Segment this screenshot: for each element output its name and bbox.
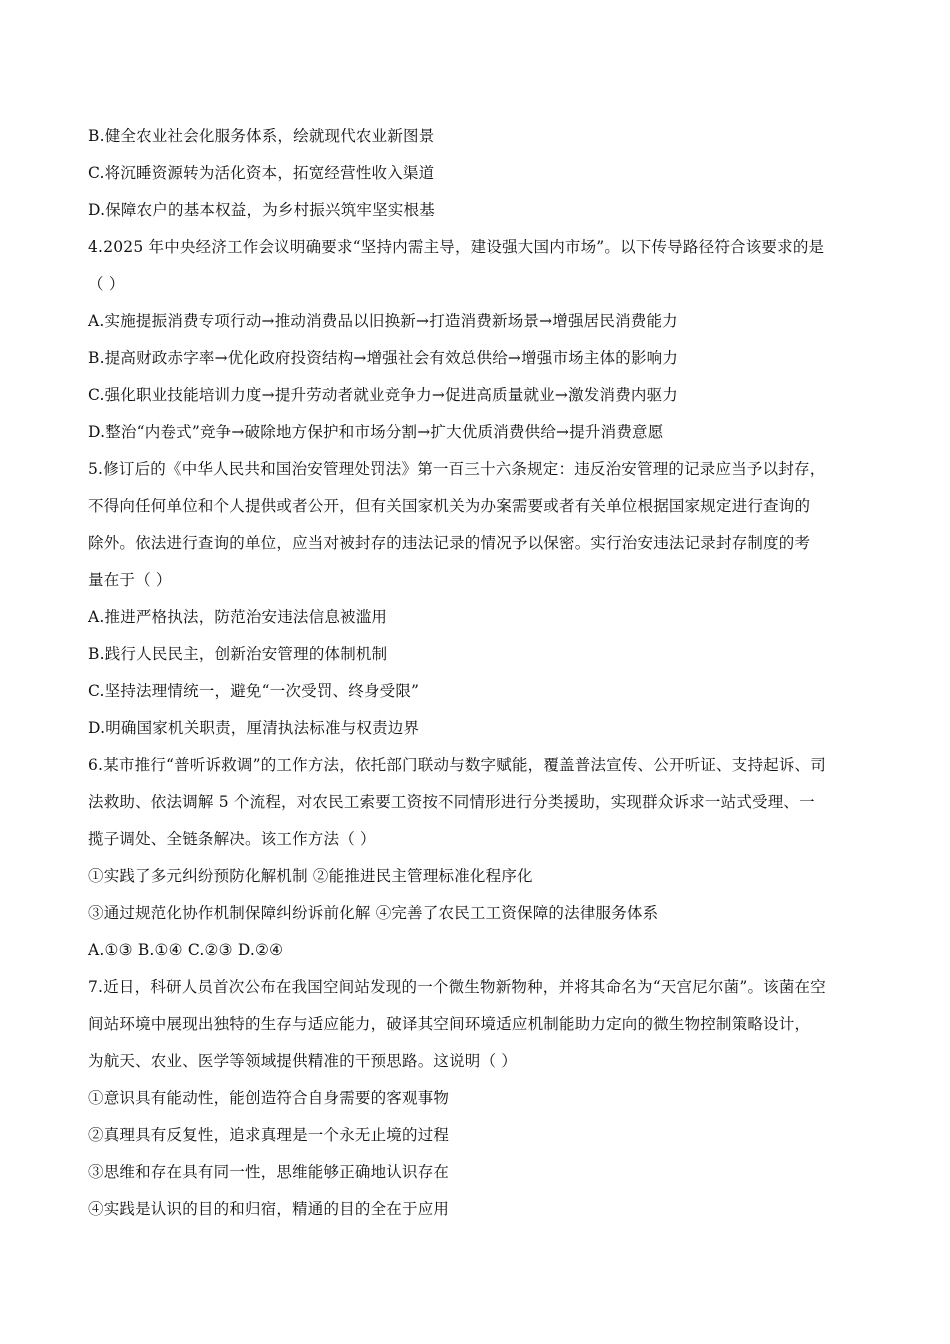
q5-stem-line2: 不得向任何单位和个人提供或者公开，但有关国家机关为办案需要或者有关单位根据国家规定进行查询的: [88, 497, 811, 515]
q7-stem-line3: 为航天、农业、医学等领域提供精准的干预思路。这说明（ ）: [88, 1052, 518, 1070]
q5-stem-line1: 5.修订后的《中华人民共和国治安管理处罚法》第一百三十六条规定：违反治安管理的记录应当予以封存，: [88, 460, 826, 478]
q3-option-c: C.将沉睡资源转为活化资本，拓宽经营性收入渠道: [88, 164, 435, 182]
q5-stem-line4: 量在于（ ）: [88, 571, 172, 589]
q4-option-c: C.强化职业技能培训力度→提升劳动者就业竞争力→促进高质量就业→激发消费内驱力: [88, 386, 678, 404]
q5-option-a: A.推进严格执法，防范治安违法信息被滥用: [88, 608, 388, 626]
q7-item-3: ③思维和存在具有同一性，思维能够正确地认识存在: [88, 1163, 450, 1181]
q4-stem-line1: 4.2025 年中央经济工作会议明确要求“坚持内需主导，建设强大国内市场”。以下传导路径符合该要求的是: [88, 238, 825, 256]
q4-stem-line2: （ ）: [88, 275, 125, 293]
q6-stem-line3: 揽子调处、全链条解决。该工作方法（ ）: [88, 830, 376, 848]
q4-option-a: A.实施提振消费专项行动→推动消费品以旧换新→打造消费新场景→增强居民消费能力: [88, 312, 678, 330]
q6-items-line1: ①实践了多元纠纷预防化解机制 ②能推进民主管理标准化程序化: [88, 867, 533, 885]
q3-option-b: B.健全农业社会化服务体系，绘就现代农业新图景: [88, 127, 435, 145]
q7-stem-line2: 间站环境中展现出独特的生存与适应能力，破译其空间环境适应机制能助力定向的微生物控制策略设计，: [88, 1015, 811, 1033]
q6-stem-line1: 6.某市推行“普听诉救调”的工作方法，依托部门联动与数字赋能，覆盖普法宣传、公开听证、支持起诉、司: [88, 756, 826, 774]
q6-items-line2: ③通过规范化协作机制保障纠纷诉前化解 ④完善了农民工工资保障的法律服务体系: [88, 904, 659, 922]
q4-option-d: D.整治“内卷式”竞争→破除地方保护和市场分割→扩大优质消费供给→提升消费意愿: [88, 423, 664, 441]
q6-choices: A.①③ B.①④ C.②③ D.②④: [88, 941, 284, 959]
q5-option-d: D.明确国家机关职责，厘清执法标准与权责边界: [88, 719, 420, 737]
q5-option-c: C.坚持法理情统一，避免“一次受罚、终身受限”: [88, 682, 420, 700]
q5-option-b: B.践行人民民主，创新治安管理的体制机制: [88, 645, 388, 663]
q7-stem-line1: 7.近日，科研人员首次公布在我国空间站发现的一个微生物新物种，并将其命名为“天宫尼尔菌”。该菌在空: [88, 978, 826, 996]
q7-item-1: ①意识具有能动性，能创造符合自身需要的客观事物: [88, 1089, 450, 1107]
q7-item-4: ④实践是认识的目的和归宿，精通的目的全在于应用: [88, 1200, 450, 1218]
q3-option-d: D.保障农户的基本权益，为乡村振兴筑牢坚实根基: [88, 201, 435, 219]
q7-item-2: ②真理具有反复性，追求真理是一个永无止境的过程: [88, 1126, 450, 1144]
q4-option-b: B.提高财政赤字率→优化政府投资结构→增强社会有效总供给→增强市场主体的影响力: [88, 349, 679, 367]
q5-stem-line3: 除外。依法进行查询的单位，应当对被封存的违法记录的情况予以保密。实行治安违法记录封存制度的考: [88, 534, 811, 552]
exam-page: [88, 118, 868, 1228]
q6-stem-line2: 法救助、依法调解 5 个流程，对农民工索要工资按不同情形进行分类援助，实现群众诉求一站式受理、一: [88, 793, 815, 811]
